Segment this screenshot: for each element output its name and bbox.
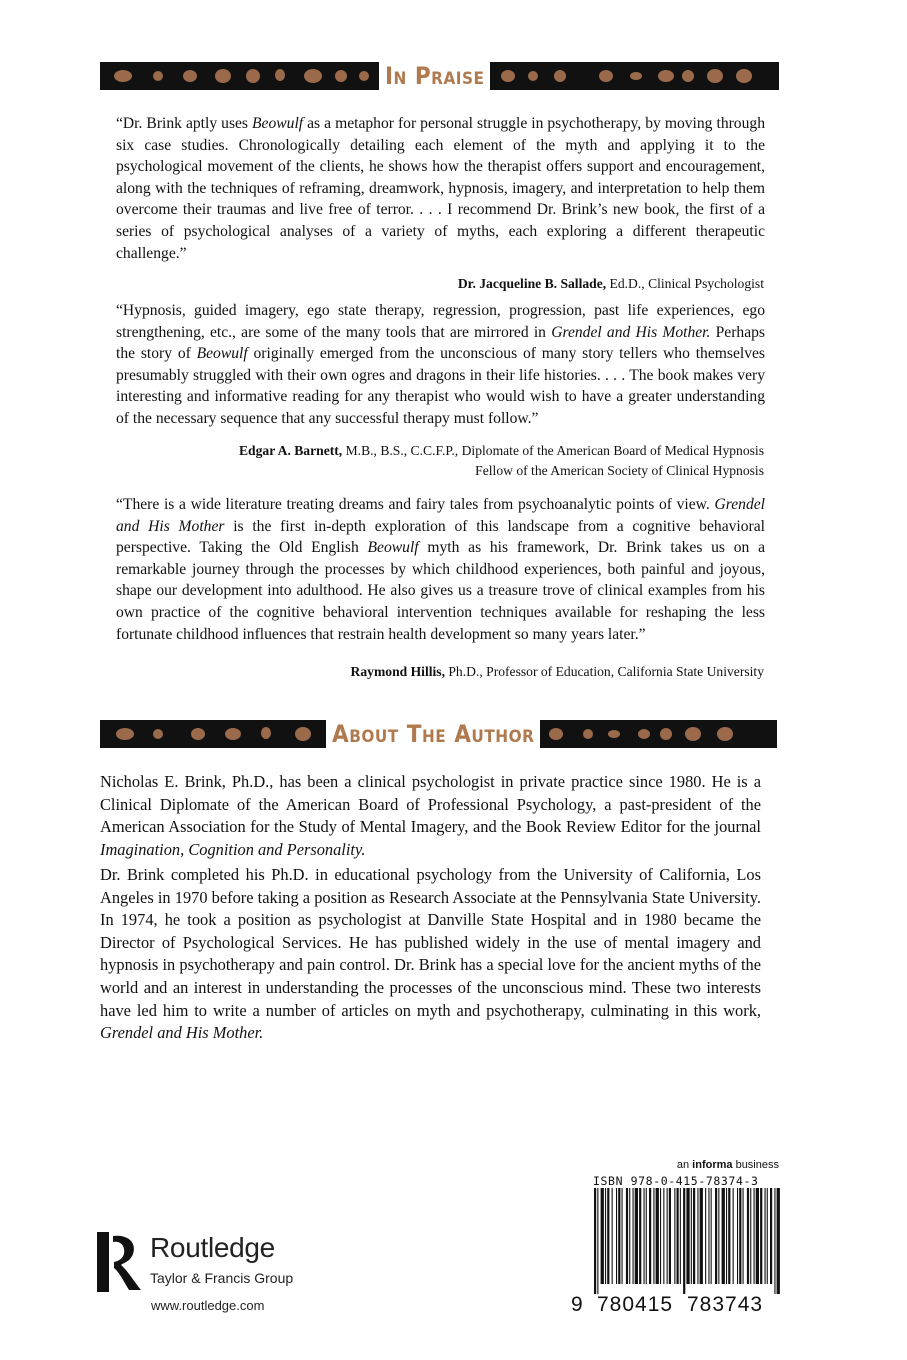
- barcode-bar: [774, 1188, 775, 1294]
- barcode-digits-right: 783743: [687, 1293, 764, 1316]
- barcode-bar: [777, 1188, 780, 1294]
- barcode-bar: [697, 1188, 698, 1284]
- quote-italic: Beowulf: [252, 115, 304, 132]
- barcode-bar: [754, 1188, 755, 1284]
- barcode-bar: [686, 1188, 689, 1284]
- banner-dots-right: [490, 62, 779, 90]
- barcode-bar: [705, 1188, 706, 1284]
- barcode-bar: [597, 1188, 598, 1294]
- barcode-bar: [660, 1188, 661, 1284]
- bio-text: Nicholas E. Brink, Ph.D., has been a clinical psychologist in private practice since 1980. He is a Clinical Diplomate of the American Board of Professional Psychology, a past-president of the American Association for the Study of Mental Imagery, and the Book Review Editor for the journal: [100, 772, 761, 837]
- barcode-bar: [718, 1188, 719, 1284]
- barcode-bar: [737, 1188, 738, 1284]
- praise-attribution-1: [458, 274, 764, 294]
- quote-text: “There is a wide literature treating dreams and fairy tales from psychoanalytic points of view.: [116, 496, 715, 513]
- barcode-bar: [715, 1188, 717, 1284]
- barcode-bar: [683, 1188, 685, 1294]
- praise-heading: In Praise: [379, 62, 490, 90]
- barcode-bar: [770, 1188, 772, 1284]
- barcode-bar: [756, 1188, 759, 1284]
- banner-dots-right: [540, 720, 777, 748]
- barcode-bar: [601, 1188, 604, 1284]
- barcode-bar: [743, 1188, 744, 1284]
- quote-italic: Beowulf: [367, 539, 419, 557]
- praise-quote-2: [116, 300, 765, 430]
- quote-text: “Dr. Brink aptly uses: [116, 115, 253, 132]
- praise-attribution-3: [351, 662, 764, 682]
- tagline-bold: informa: [692, 1159, 733, 1171]
- barcode-bar: [674, 1188, 675, 1284]
- dots-ornament-icon: [498, 62, 758, 90]
- barcode-bar: [656, 1188, 659, 1284]
- barcode-bar: [653, 1188, 654, 1284]
- banner-dots-left: [100, 62, 379, 90]
- barcode-bar: [622, 1188, 623, 1284]
- routledge-logo-icon: [97, 1232, 147, 1294]
- barcode-bar: [747, 1188, 749, 1284]
- praise-attribution-2: [239, 441, 764, 481]
- quote-text: “Hypnosis, guided imagery, ego state therapy, regression, progression, past life experiences, ego strengthening, etc., are some of the many tools that are mirrored in: [116, 302, 765, 341]
- attribution-credentials: Ed.D., Clinical Psychologist: [606, 276, 764, 291]
- barcode-bar: [669, 1188, 671, 1284]
- barcode-bar: [626, 1188, 628, 1284]
- barcode-digit-first: 9: [571, 1293, 584, 1316]
- attribution-credentials: M.B., B.S., C.C.F.P., Diplomate of the American Board of Medical Hypnosis: [342, 443, 764, 458]
- quote-italic: Beowulf: [196, 345, 248, 363]
- attribution-name: Raymond Hillis,: [350, 664, 445, 679]
- quote-text: as a metaphor for personal struggle in psychotherapy, by moving through six case studies. Chronologically detailing each element of the myth and applying it to the psychological movement of the clients, he shows how the therapist offers support and encouragement, along with the techniques of reframing, dreamwork, hypnosis, imagery, and interpretation to help them overcome their traumas and live free of terror. . . . I recommend Dr. Brink’s new book, the first of a series of psychological analyses of a variety of myths, each exploring a different therapeutic challenge.”: [116, 115, 765, 262]
- quote-text: Perhaps the story of: [116, 323, 766, 363]
- about-heading: About The Author: [326, 720, 540, 748]
- barcode-bar: [618, 1188, 620, 1284]
- barcode-bar: [765, 1188, 766, 1284]
- barcode-bar: [750, 1188, 751, 1284]
- barcode-bar: [726, 1188, 727, 1284]
- barcode-bar: [644, 1188, 645, 1284]
- banner-dots-left: [100, 720, 326, 748]
- barcode-bar: [739, 1188, 741, 1284]
- barcode-bar: [633, 1188, 634, 1284]
- publisher-name: Routledge: [150, 1232, 275, 1263]
- quote-text: is the first in-depth exploration of this landscape from a cognitive behavioral perspective. Taking the Old English: [116, 517, 765, 557]
- barcode-bar: [649, 1188, 651, 1284]
- attribution-credentials-line2: Fellow of the American Society of Clinical Hypnosis: [475, 463, 764, 478]
- quote-text: myth as his framework, Dr. Brink takes us on a remarkable journey through the processes by which childhood experiences, both painful and joyous, shape our development into adulthood. He also gives us a treasure trove of clinical examples from his own practice of the cognitive behavioral intervention techniques available for reshaping the less fortunate childhood influences that restrain health development so many years later.”: [116, 539, 765, 643]
- barcode-bar: [722, 1188, 725, 1284]
- barcode-bar: [691, 1188, 692, 1284]
- barcode-bar: [700, 1188, 703, 1284]
- author-bio-paragraph-1: [100, 771, 761, 861]
- dots-ornament-icon: [108, 62, 371, 90]
- barcode-bar: [677, 1188, 679, 1284]
- barcode-bar: [612, 1188, 613, 1284]
- barcode-bar: [639, 1188, 641, 1284]
- dots-ornament-icon: [548, 720, 748, 748]
- barcode-bar: [760, 1188, 762, 1284]
- dots-ornament-icon: [108, 720, 318, 748]
- barcode-bar: [616, 1188, 617, 1284]
- bio-italic: Imagination, Cognition and Personality.: [100, 839, 366, 859]
- attribution-name: Edgar A. Barnett,: [238, 443, 343, 458]
- praise-quote-1: [116, 113, 765, 264]
- isbn-label: ISBN 978-0-415-78374-3: [593, 1174, 759, 1188]
- attribution-name: Dr. Jacqueline B. Sallade,: [457, 276, 607, 291]
- barcode-bar: [629, 1188, 630, 1284]
- praise-quote-3: [116, 494, 765, 645]
- quote-text: originally emerged from the unconscious of many story tellers who themselves presumably struggled with their own ogres and dragons in their life histories. . . . The book makes very interesting and informative reading for any therapist who would wish to have a greater understanding of the necessary sequence that any successful therapy must follow.”: [116, 345, 765, 427]
- barcode-bar: [594, 1188, 596, 1294]
- tagline-text: an: [676, 1159, 693, 1171]
- barcode-bar: [680, 1188, 681, 1284]
- bio-italic: Grendel and His Mother.: [100, 1023, 264, 1043]
- barcode-bar: [635, 1188, 638, 1284]
- barcode-bar: [667, 1188, 668, 1284]
- barcode-bar: [607, 1188, 609, 1284]
- barcode-bar: [728, 1188, 730, 1284]
- barcode-icon: [580, 1188, 780, 1294]
- barcode-bar: [663, 1188, 664, 1284]
- about-banner: [100, 720, 777, 748]
- praise-banner: [100, 62, 779, 90]
- bio-text: Dr. Brink completed his Ph.D. in educational psychology from the University of California, Los Angeles in 1970 before taking a position as Research Associate at the Pennsylvania State University. In 1974, he took a position as psychologist at Danville State Hospital and in 1980 became the Director of Psychological Services. He has published widely in the use of mental imagery and hypnosis in psychotherapy and pain control. Dr. Brink has a special love for the ancient myths of the world and an interest in understanding the processes of the unconscious mind. These two interests have led him to write a number of articles on myth and psychotherapy, culminating in this work,: [100, 865, 761, 1020]
- quote-italic: Grendel and His Mother.: [551, 323, 711, 341]
- informa-tagline: [677, 1159, 779, 1171]
- attribution-credentials: Ph.D., Professor of Education, California State University: [444, 664, 764, 679]
- barcode-bar: [767, 1188, 768, 1284]
- barcode-digits-left: 780415: [597, 1293, 674, 1316]
- quote-italic: Grendel and His Mother: [116, 496, 765, 535]
- author-bio-paragraph-2: [100, 864, 761, 1045]
- barcode-bar: [711, 1188, 712, 1284]
- barcode-bar: [605, 1188, 606, 1284]
- barcode-bar: [708, 1188, 709, 1284]
- publisher-url[interactable]: www.routledge.com: [151, 1298, 265, 1313]
- publisher-group: Taylor & Francis Group: [150, 1270, 294, 1286]
- tagline-text: business: [732, 1159, 779, 1171]
- barcode-bar: [646, 1188, 647, 1284]
- barcode-bar: [733, 1188, 734, 1284]
- barcode-bar: [693, 1188, 695, 1284]
